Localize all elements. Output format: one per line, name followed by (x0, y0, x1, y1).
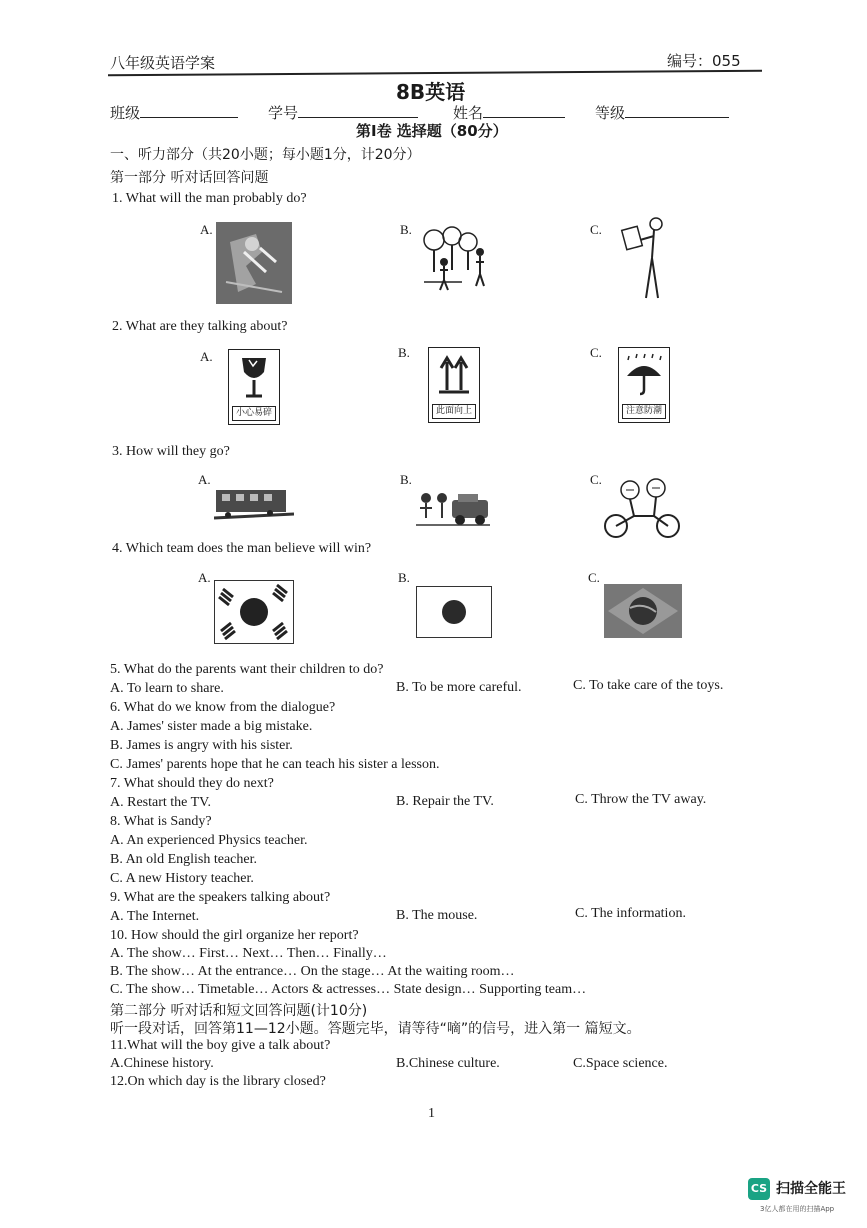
planting-trees-icon (418, 226, 492, 292)
question-12: 12.On which day is the library closed? (110, 1074, 326, 1089)
part2-title: 第二部分 听对话和短文回答问题(计10分) (110, 1003, 368, 1019)
part2-instruction: 听一段对话，回答第11—12小题。答题完毕，请等待“嘀”的信号，进入第一 篇短文。 (110, 1021, 641, 1037)
up-arrows-icon (429, 348, 479, 404)
car-icon (414, 490, 492, 528)
q6-option-b: B. James is angry with his sister. (110, 738, 293, 753)
q5-option-b: B. To be more careful. (396, 680, 522, 695)
q11-option-b: B.Chinese culture. (396, 1056, 500, 1071)
man-reading-icon (618, 214, 668, 302)
q5-option-a: A. To learn to share. (110, 681, 224, 696)
blank-line (483, 103, 565, 118)
train-picture (214, 484, 294, 526)
this-side-up-sign (428, 347, 480, 423)
option-c-label: C. (588, 570, 600, 585)
person-with-tools-icon (216, 222, 292, 304)
q9-option-b: B. The mouse. (396, 908, 478, 923)
option-b-label: B. (398, 345, 410, 360)
question-8: 8. What is Sandy? (110, 814, 212, 829)
korea-flag (214, 580, 294, 644)
q8-option-a: A. An experienced Physics teacher. (110, 833, 308, 848)
info-field-grade: 等级 (595, 102, 729, 123)
q11-option-a: A.Chinese history. (110, 1056, 214, 1071)
question-9: 9. What are the speakers talking about? (110, 890, 331, 905)
people-planting-trees-picture (418, 226, 492, 292)
q7-option-c: C. Throw the TV away. (575, 792, 707, 807)
wine-glass-icon (229, 350, 279, 406)
sign-caption: 注意防潮 (622, 404, 666, 419)
keep-dry-sign (618, 347, 670, 423)
page-number: 1 (428, 1106, 435, 1121)
part1-title: 一、听力部分（共20小题；每小题1分，计20分） (110, 147, 421, 163)
sign-caption: 此面向上 (432, 404, 476, 419)
car-picture (414, 490, 492, 528)
option-c-label: C. (590, 472, 602, 487)
umbrella-icon (619, 348, 669, 404)
q5-option-c: C. To take care of the toys. (573, 678, 724, 693)
watermark-subtitle: 3亿人都在用的扫描App (760, 1205, 835, 1213)
camscanner-logo-icon: CS (748, 1178, 770, 1200)
q9-option-c: C. The information. (575, 906, 686, 921)
man-reading-paper-picture (618, 214, 668, 302)
q10-option-b: B. The show… At the entrance… On the stage… At the waiting room… (110, 964, 515, 979)
header-left: 八年级英语学案 (110, 54, 216, 72)
question-7: 7. What should they do next? (110, 776, 274, 791)
blank-line (140, 103, 238, 118)
option-b-label: B. (400, 472, 412, 487)
option-a-label: A. (198, 570, 211, 585)
option-a-label: A. (200, 349, 213, 364)
person-with-tools-picture (216, 222, 292, 304)
q7-option-a: A. Restart the TV. (110, 795, 211, 810)
sign-caption: 小心易碎 (232, 406, 276, 421)
korea-flag-icon (215, 581, 293, 643)
option-a-label: A. (200, 222, 213, 237)
q10-option-c: C. The show… Timetable… Actors & actresses… State design… Supporting team… (110, 982, 587, 997)
option-a-label: A. (198, 472, 211, 487)
blank-line (625, 103, 729, 118)
question-1: 1. What will the man probably do? (112, 191, 307, 206)
question-6: 6. What do we know from the dialogue? (110, 700, 336, 715)
brazil-flag (604, 584, 682, 638)
question-3: 3. How will they go? (112, 444, 230, 459)
info-field-number: 学号 (268, 102, 418, 123)
option-b-label: B. (400, 222, 412, 237)
brazil-flag-icon (604, 584, 682, 638)
q9-option-a: A. The Internet. (110, 909, 200, 924)
question-5: 5. What do the parents want their children to do? (110, 662, 384, 677)
q6-option-c: C. James' parents hope that he can teach his sister a lesson. (110, 757, 440, 772)
page-title: 8B英语 (396, 80, 466, 104)
train-icon (214, 484, 294, 526)
q10-option-a: A. The show… First… Next… Then… Finally… (110, 946, 387, 961)
tandem-bike-picture (604, 478, 682, 540)
part1-subtitle: 第一部分 听对话回答问题 (110, 170, 269, 186)
watermark-name: 扫描全能王 (776, 1181, 846, 1197)
q8-option-c: C. A new History teacher. (110, 871, 254, 886)
q8-option-b: B. An old English teacher. (110, 852, 257, 867)
question-10: 10. How should the girl organize her report? (110, 928, 359, 943)
q7-option-b: B. Repair the TV. (396, 794, 494, 809)
option-c-label: C. (590, 345, 602, 360)
info-field-name: 姓名 (453, 102, 565, 123)
q11-option-c: C.Space science. (573, 1056, 668, 1071)
question-2: 2. What are they talking about? (112, 319, 288, 334)
question-11: 11.What will the boy give a talk about? (110, 1038, 331, 1053)
tandem-bike-icon (604, 478, 682, 540)
japan-flag (416, 586, 492, 638)
option-b-label: B. (398, 570, 410, 585)
blank-line (298, 103, 418, 118)
info-field-class: 班级 (110, 102, 238, 123)
fragile-sign (228, 349, 280, 425)
question-4: 4. Which team does the man believe will win? (112, 541, 372, 556)
section-title: 第Ⅰ卷 选择题（80分） (356, 122, 508, 140)
q6-option-a: A. James' sister made a big mistake. (110, 719, 313, 734)
header-right: 编号：055 (667, 52, 741, 70)
japan-flag-icon (417, 587, 491, 637)
option-c-label: C. (590, 222, 602, 237)
